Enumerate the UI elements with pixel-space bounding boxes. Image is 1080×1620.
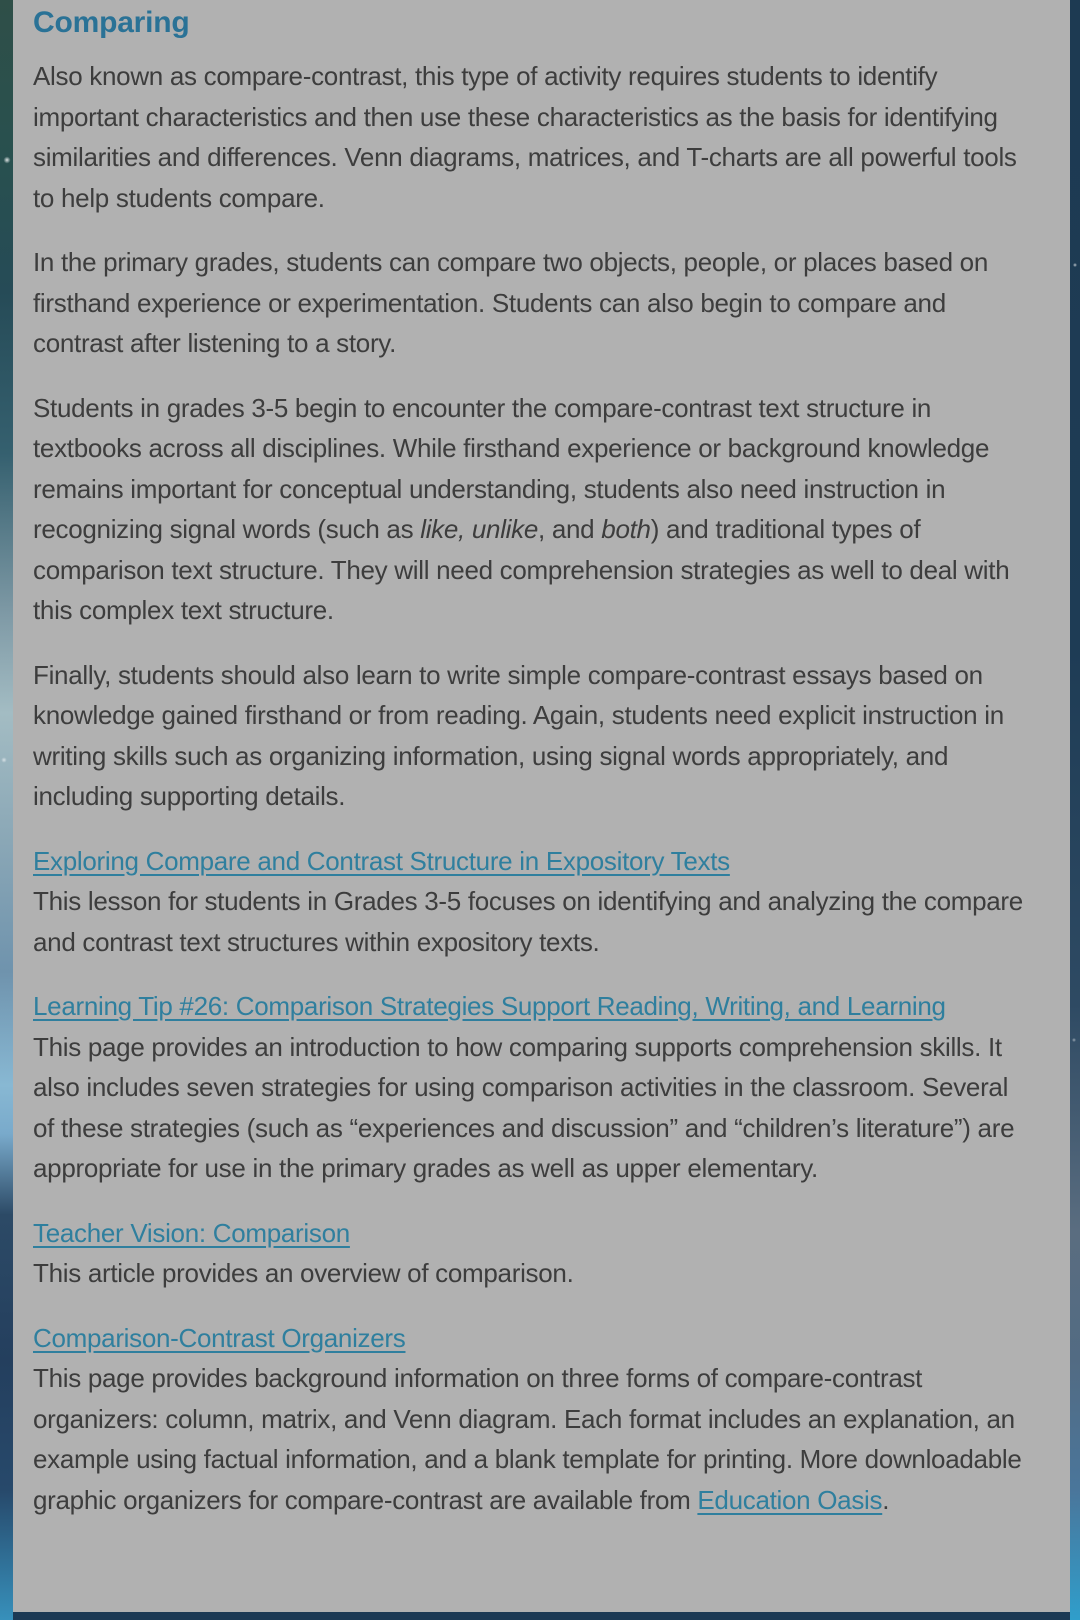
- paragraph-intro: Also known as compare-contrast, this type of activity requires students to identify important characteristics and then use these characteristics as the basis for identifying similarities and differences. Venn diagrams, matrices, and T-charts are all powerful tools to help students compare.: [33, 61, 1017, 213]
- link-comparison-contrast-organizers[interactable]: Comparison-Contrast Organizers: [33, 1322, 406, 1353]
- content-panel: [13, 0, 1070, 1612]
- resource-description-text: This page provides background information on three forms of compare-contrast organizers: column, matrix, and Venn diagram. Each format includes an explanation, an example using factual information, and a blank template for printing. More downloadable graphic organizers for compare-contrast are available from: [33, 1363, 1022, 1515]
- paragraph-writing: Finally, students should also learn to write simple compare-contrast essays based on knowledge gained firsthand or from reading. Again, students need explicit instruction in writing skills such as organizing information, using signal words appropriately, and including supporting details.: [33, 659, 1004, 811]
- paragraph-text: , and: [538, 514, 602, 544]
- resource-description: [33, 1358, 1028, 1520]
- signal-word-italic: both: [601, 514, 651, 544]
- link-teacher-vision[interactable]: Teacher Vision: Comparison: [33, 1217, 350, 1248]
- resource-item-learning-tip: [33, 986, 1028, 1189]
- link-education-oasis[interactable]: Education Oasis: [697, 1484, 883, 1515]
- resource-item-exploring: [33, 841, 1028, 963]
- resource-description-text: .: [882, 1484, 890, 1515]
- paragraph-text: Students in grades 3-5 begin to encounter the compare-contrast text structure in textbooks across all disciplines. While firsthand experience or background knowledge remains important for conceptual understanding, students also need instruction in recognizing signal words (such as: [33, 392, 990, 544]
- paragraph-primary-grades: In the primary grades, students can compare two objects, people, or places based on firsthand experience or experimentation. Students can also begin to compare and contrast after listening to a story.: [33, 247, 988, 358]
- resource-description: This article provides an overview of comparison.: [33, 1258, 574, 1288]
- signal-words-italic: like, unlike: [420, 514, 539, 544]
- paragraph-grades-3-5: [33, 388, 1028, 631]
- background-photo-left-edge: [0, 0, 13, 1620]
- resource-description: This page provides an introduction to how comparing supports comprehension skills. It also includes seven strategies for using comparison activities in the classroom. Several of these strategies (such as “experiences and discussion” and “children’s literature”) are appropriate for use in the primary grades as well as upper elementary.: [33, 1031, 1015, 1183]
- background-photo-right-edge: [1070, 0, 1080, 1620]
- page-title: Comparing: [33, 6, 190, 39]
- resource-item-teacher-vision: [33, 1213, 1028, 1294]
- resource-item-organizers: [33, 1318, 1028, 1521]
- link-exploring-compare-contrast[interactable]: Exploring Compare and Contrast Structure in Expository Texts: [33, 845, 730, 876]
- resource-description: This lesson for students in Grades 3-5 focuses on identifying and analyzing the compare and contrast text structures within expository texts.: [33, 886, 1023, 957]
- paragraph-text: ) and traditional types of comparison text structure. They will need comprehension strategies as well to deal with this complex text structure.: [33, 514, 1010, 625]
- link-learning-tip-26[interactable]: Learning Tip #26: Comparison Strategies Support Reading, Writing, and Learning: [33, 991, 946, 1021]
